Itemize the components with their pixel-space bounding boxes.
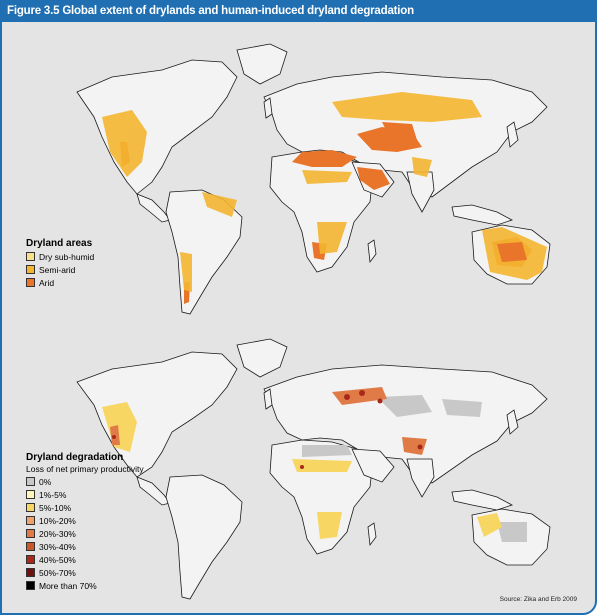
legend-item: 40%-50% <box>26 553 144 566</box>
figure-header <box>2 2 595 22</box>
source-note: Source: Zika and Erb 2009 <box>499 596 577 603</box>
swatch-10-20 <box>26 516 35 525</box>
southeast-asia-islands <box>452 205 512 225</box>
legend-item: 30%-40% <box>26 540 144 553</box>
swatch-0 <box>26 477 35 486</box>
swatch-50-70 <box>26 568 35 577</box>
central-america <box>137 194 170 222</box>
legend-item: More than 70% <box>26 579 144 592</box>
greenland <box>237 44 287 84</box>
swatch-30-40 <box>26 542 35 551</box>
india <box>407 172 434 212</box>
swatch-over-70 <box>26 581 35 590</box>
legend-item: 50%-70% <box>26 566 144 579</box>
legend-item: Semi-arid <box>26 263 94 276</box>
madagascar <box>368 240 376 262</box>
swatch-dry-subhumid <box>26 252 35 261</box>
north-america <box>77 60 237 194</box>
dryland-areas-legend <box>26 238 94 289</box>
swatch-5-10 <box>26 503 35 512</box>
legend-item: 0% <box>26 475 144 488</box>
legend-subtitle: Loss of net primary productivity <box>26 464 144 474</box>
legend-item: 1%-5% <box>26 488 144 501</box>
swatch-semi-arid <box>26 265 35 274</box>
legend-item: 20%-30% <box>26 527 144 540</box>
dryland-degradation-legend <box>26 452 144 592</box>
swatch-arid <box>26 278 35 287</box>
swatch-1-5 <box>26 490 35 499</box>
swatch-20-30 <box>26 529 35 538</box>
legend-item: Arid <box>26 276 94 289</box>
legend-item: 5%-10% <box>26 501 144 514</box>
legend-title: Dryland areas <box>26 238 93 249</box>
legend-item: 10%-20% <box>26 514 144 527</box>
legend-title: Dryland degradation <box>26 452 124 463</box>
legend-item: Dry sub-humid <box>26 250 94 263</box>
figure-title: Figure 3.5 Global extent of drylands and human-induced dryland degradation <box>7 5 414 17</box>
swatch-40-50 <box>26 555 35 564</box>
